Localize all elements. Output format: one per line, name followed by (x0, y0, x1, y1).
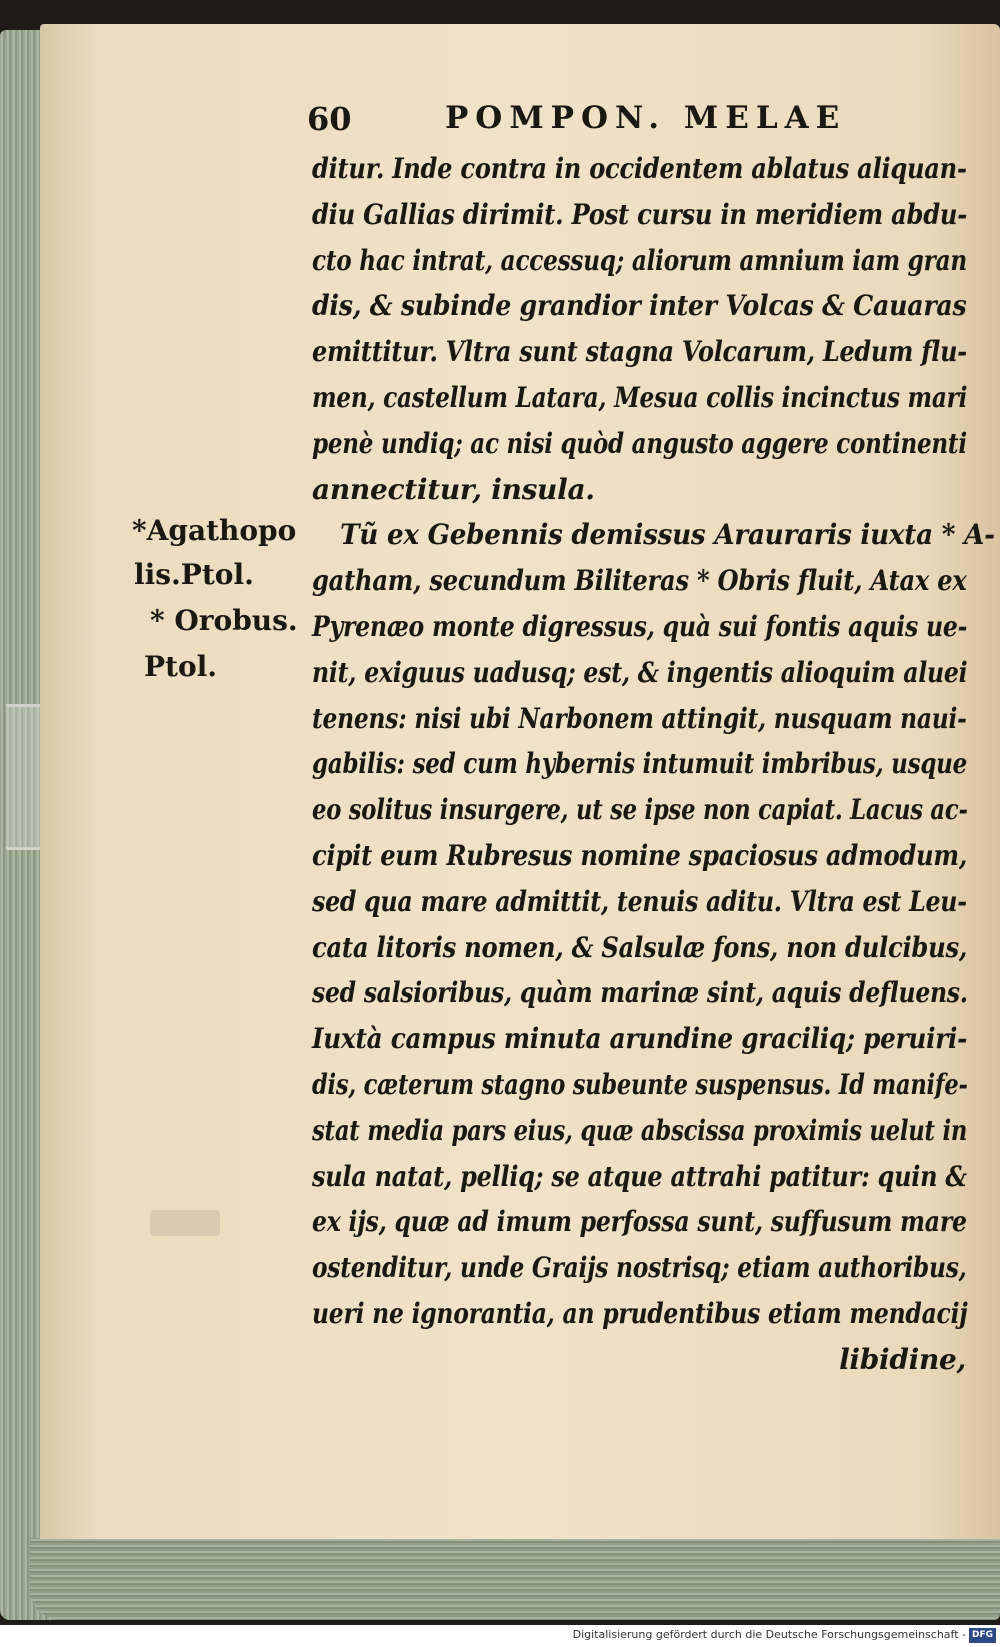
digitization-footer (0, 1625, 1000, 1647)
text-line: sed qua mare admittit, tenuis aditu. Vltra est Leu- (312, 885, 967, 918)
dfg-logo: DFG (969, 1628, 996, 1643)
text-line: annectitur, insula. (312, 473, 595, 506)
text-line: dis, cæterum stagno subeunte suspensus. Id manife- (312, 1068, 968, 1101)
marginal-note: * Orobus. (150, 604, 298, 637)
marginal-note: lis.Ptol. (134, 558, 254, 591)
text-line: diu Gallias dirimit. Post cursu in meridiem abdu- (312, 198, 968, 231)
show-through-smudge (150, 1210, 220, 1236)
text-line: cipit eum Rubresus nomine spaciosus admodum, (312, 839, 968, 872)
text-line: Tũ ex Gebennis demissus Arauraris iuxta * A- (340, 518, 995, 551)
text-line: cata litoris nomen, & Salsulæ fons, non dulcibus, (312, 931, 968, 964)
marginal-note: *Agathopo (132, 514, 297, 547)
text-line: stat media pars eius, quæ abscissa proximis uelut in (312, 1114, 968, 1147)
text-line: ex ijs, quæ ad imum perfossa sunt, suffusum mare (312, 1205, 967, 1238)
text-line: libidine, (839, 1343, 966, 1376)
text-line: eo solitus insurgere, ut se ipse non capiat. Lacus ac- (312, 793, 968, 826)
text-line: Pyrenæo monte digressus, quà sui fontis aquis ue- (312, 610, 968, 643)
text-line: tenens: nisi ubi Narbonem attingit, nusquam naui- (312, 702, 967, 735)
text-line: dis, & subinde grandior inter Volcas & Cauaras (312, 289, 967, 322)
running-head (255, 96, 895, 146)
text-line: nit, exiguus uadusq; est, & ingentis alioquim aluei (312, 656, 968, 689)
text-line: emittitur. Vltra sunt stagna Volcarum, Ledum flu- (312, 335, 967, 368)
text-line: sed salsioribus, quàm marinæ sint, aquis defluens. (312, 976, 968, 1009)
text-line: gabilis: sed cum hybernis intumuit imbribus, usque (312, 747, 968, 780)
page-edges-bottom (30, 1538, 1000, 1620)
text-line: Iuxtà campus minuta arundine graciliq; peruiri- (312, 1022, 968, 1055)
text-line: ueri ne ignorantia, an prudentibus etiam mendacij (312, 1297, 968, 1330)
text-line: cto hac intrat, accessuq; aliorum amnium iam gran (312, 244, 967, 277)
text-line: sula natat, pelliq; se atque attrahi patitur: quin & (312, 1160, 967, 1193)
footer-credit: Digitalisierung gefördert durch die Deutsche Forschungsgemeinschaft - (572, 1628, 966, 1641)
marginal-note: Ptol. (144, 650, 218, 683)
page-number: 60 (307, 100, 352, 138)
running-title: POMPON. MELAE (445, 100, 847, 136)
text-line: ditur. Inde contra in occidentem ablatus aliquan- (312, 152, 967, 185)
text-line: gatham, secundum Biliteras * Obris fluit, Atax ex (312, 564, 967, 597)
text-line: men, castellum Latara, Mesua collis incinctus mari (312, 381, 968, 414)
text-line: penè undiq; ac nisi quòd angusto aggere continenti (312, 427, 967, 460)
text-line: ostenditur, unde Graijs nostrisq; etiam authoribus, (312, 1251, 967, 1284)
